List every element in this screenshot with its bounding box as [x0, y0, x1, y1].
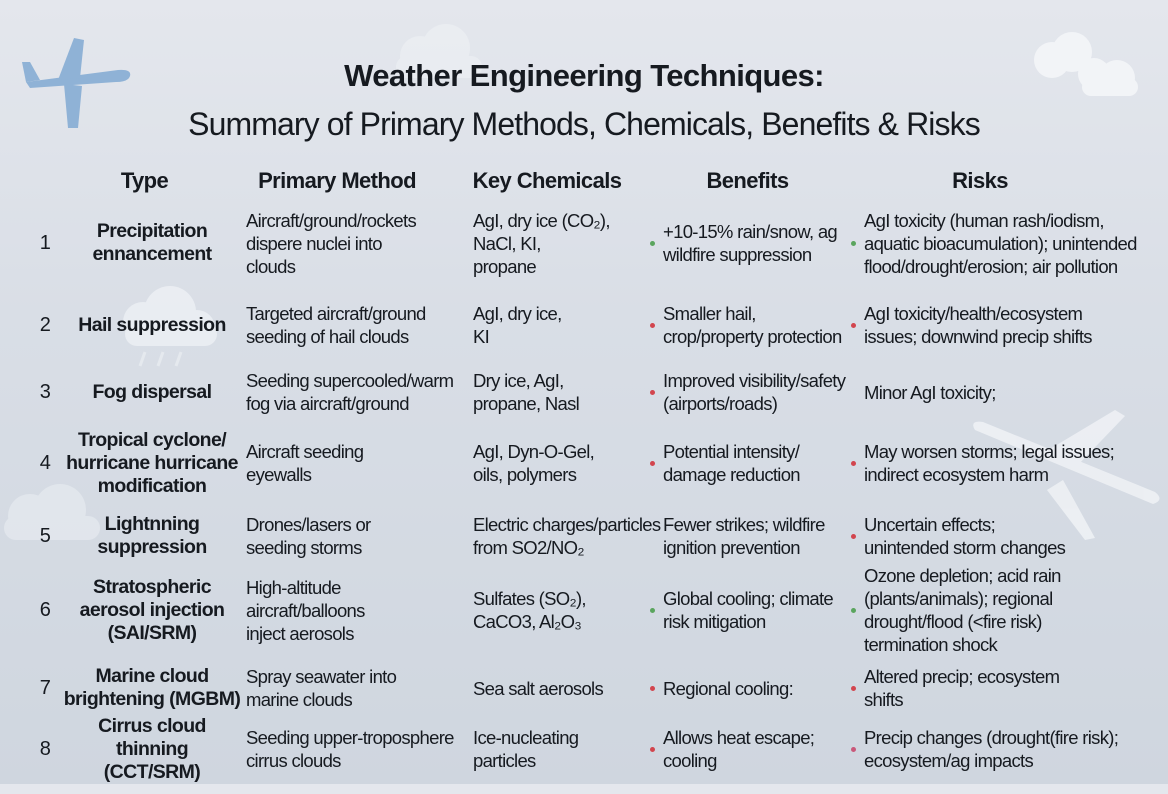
bullet-icon [650, 241, 655, 246]
technique-type: Hail suppression [78, 313, 226, 336]
risks-text: May worsen storms; legal issues; indirect ecosystem harm [864, 441, 1115, 485]
bullet-icon [650, 747, 655, 752]
risks-text: Ozone depletion; acid rain (plants/animals); regional drought/flood (<fire risk) termination shock [864, 565, 1061, 655]
technique-type: Lightnning suppression [97, 513, 207, 558]
key-chemicals: Ice-nucleating particles [473, 727, 579, 771]
title-line-1: Weather Engineering Techniques: [344, 58, 824, 93]
bullet-icon [851, 241, 856, 246]
primary-method: Seeding supercooled/warm fog via aircraft/ground [246, 370, 454, 414]
header-type: Type [120, 168, 169, 193]
risks-text: Minor AgI toxicity; [864, 381, 996, 403]
header-benefits: Benefits [706, 168, 789, 193]
bullet-icon [851, 323, 856, 328]
key-chemicals: Electric charges/particles from SO2/NO₂ [473, 514, 661, 558]
key-chemicals: AgI, dry ice (CO₂), NaCl, KI, propane [473, 209, 610, 277]
bullet-icon [650, 323, 655, 328]
header-risks: Risks [952, 168, 1008, 193]
risks-text: Altered precip; ecosystem shifts [864, 666, 1060, 710]
benefits-text: Improved visibility/safety (airports/roads) [663, 370, 846, 414]
row-number: 8 [39, 737, 51, 760]
bullet-icon [650, 461, 655, 466]
title-line-2: Summary of Primary Methods, Chemicals, Benefits & Risks [188, 106, 980, 142]
row-number: 3 [39, 380, 51, 403]
risks-text: AgI toxicity (human rash/iodism, aquatic bioacumulation); unintended flood/drought/erosion; air pollution [864, 209, 1137, 277]
technique-type: Tropical cyclone/ hurricane hurricane modification [66, 428, 238, 497]
table-row [0, 565, 1168, 655]
key-chemicals: Dry ice, AgI, propane, Nasl [473, 370, 580, 414]
header-primary-method: Primary Method [258, 168, 416, 193]
key-chemicals: Sea salt aerosols [473, 677, 604, 699]
row-number: 5 [39, 524, 51, 547]
technique-type: Cirrus cloud thinning (CCT/SRM) [98, 714, 206, 783]
primary-method: Aircraft seeding eyewalls [246, 441, 364, 485]
key-chemicals: Sulfates (SO₂), CaCO3, Al₂O₃ [473, 588, 586, 632]
benefits [650, 198, 855, 288]
benefits [650, 704, 855, 794]
header-key-chemicals: Key Chemicals [472, 168, 622, 193]
bullet-icon [650, 686, 655, 691]
row-number: 4 [39, 451, 51, 474]
bullet-icon [851, 747, 856, 752]
benefits-text: Regional cooling: [663, 677, 794, 699]
key-chemicals: AgI, Dyn-O-Gel, oils, polymers [473, 441, 595, 485]
benefits-text: Smaller hail, crop/property protection [663, 303, 842, 347]
risks [851, 704, 1151, 794]
primary-method: Targeted aircraft/ground seeding of hail clouds [246, 303, 426, 347]
key-chemicals: AgI, dry ice, KI [473, 303, 562, 347]
row-number: 7 [39, 676, 51, 699]
bullet-icon [851, 608, 856, 613]
bullet-icon [650, 608, 655, 613]
technique-type: Marine cloud brightening (MGBM) [63, 665, 241, 710]
primary-method: Drones/lasers or seeding storms [246, 514, 371, 558]
benefits [650, 565, 855, 655]
bullet-icon [851, 686, 856, 691]
benefits-text: Potential intensity/ damage reduction [663, 441, 800, 485]
primary-method: Seeding upper-troposphere cirrus clouds [246, 727, 454, 771]
primary-method: Aircraft/ground/rockets dispere nuclei into clouds [246, 209, 417, 277]
risks [851, 565, 1151, 655]
row-number: 1 [39, 231, 51, 254]
risks-text: AgI toxicity/health/ecosystem issues; downwind precip shifts [864, 303, 1092, 347]
table-row [0, 704, 1168, 794]
risks-text: Uncertain effects; unintended storm changes [864, 514, 1066, 558]
benefits-text: +10-15% rain/snow, ag wildfire suppression [663, 221, 838, 265]
technique-type: Stratospheric aerosol injection (SAI/SRM) [79, 575, 225, 644]
row-number: 6 [39, 598, 51, 621]
risks [851, 198, 1151, 288]
primary-method: Spray seawater into marine clouds [246, 666, 397, 710]
benefits-text: Allows heat escape; cooling [663, 727, 815, 771]
bullet-icon [851, 534, 856, 539]
benefits-text: Fewer strikes; wildfire ignition prevention [663, 514, 825, 558]
benefits-text: Global cooling; climate risk mitigation [663, 588, 834, 632]
technique-type: Precipitation ennancement [92, 220, 212, 265]
primary-method: High-altitude aircraft/balloons inject aerosols [246, 576, 365, 644]
bullet-icon [650, 390, 655, 395]
bullet-icon [851, 461, 856, 466]
technique-type: Fog dispersal [92, 380, 212, 403]
row-number: 2 [39, 313, 51, 336]
table-row [0, 198, 1168, 288]
risks-text: Precip changes (drought(fire risk); ecosystem/ag impacts [864, 727, 1119, 771]
